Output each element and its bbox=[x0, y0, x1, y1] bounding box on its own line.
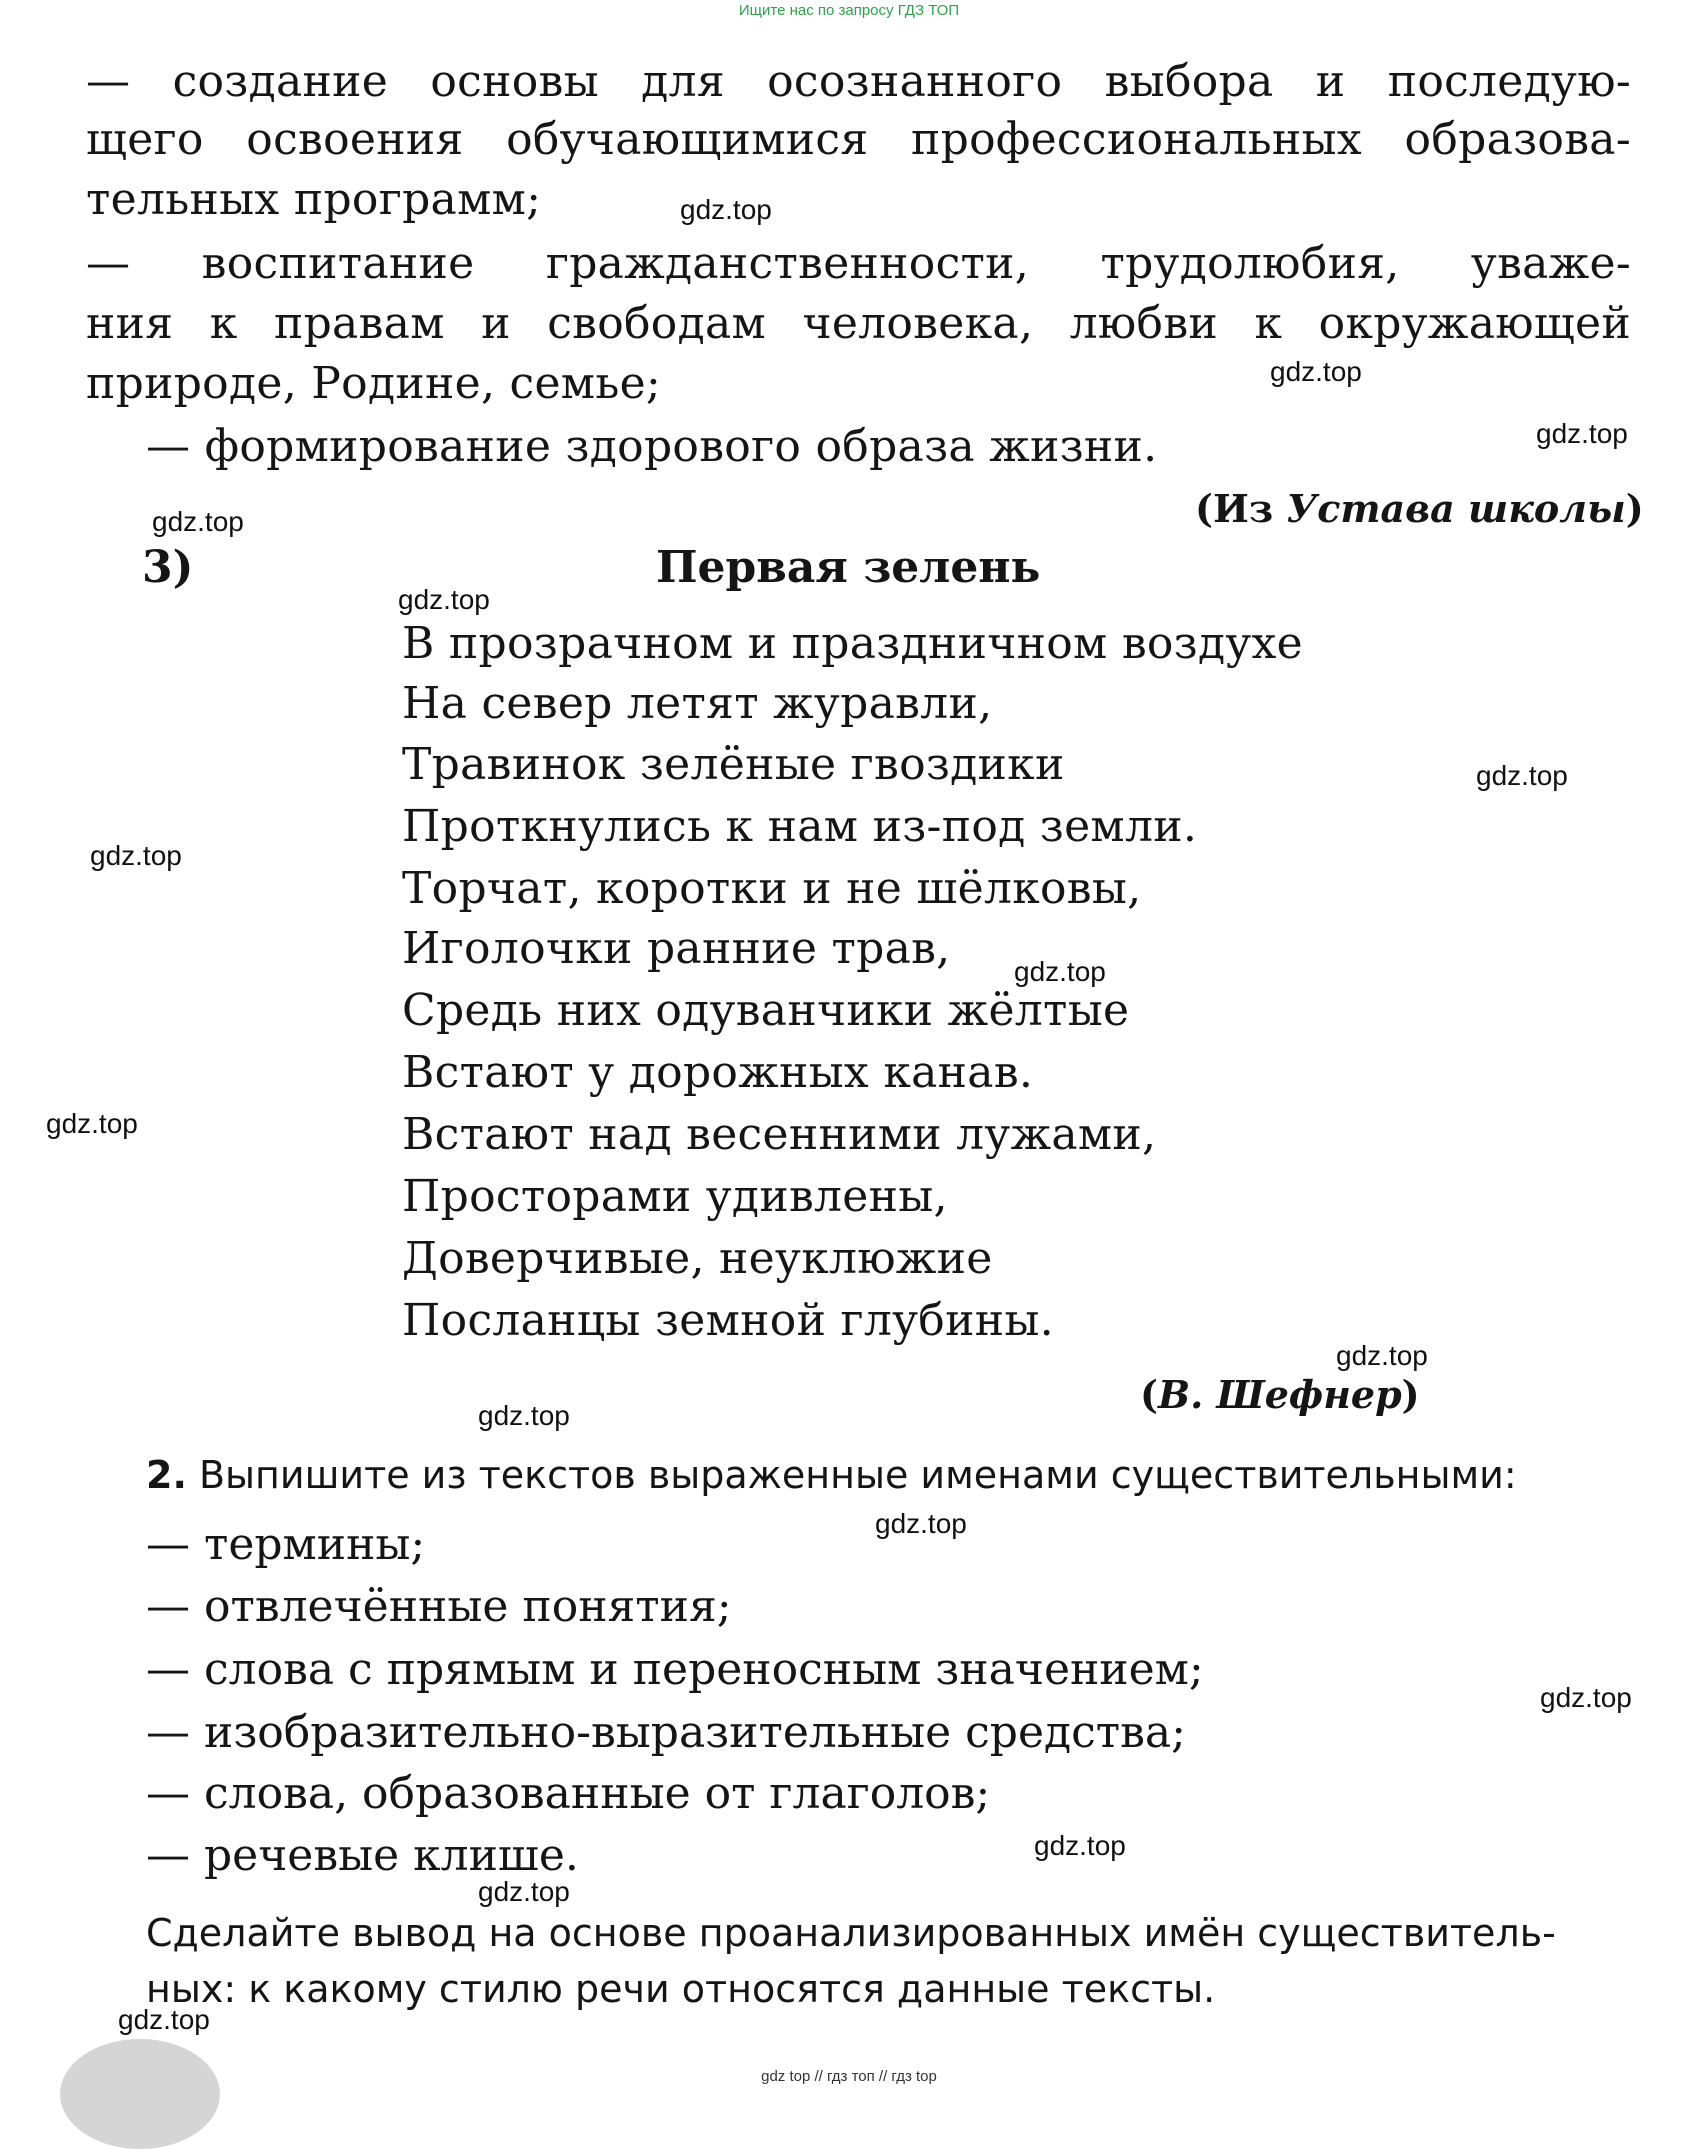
watermark: gdz.top bbox=[1536, 418, 1628, 449]
poem-line-7: Средь них одуванчики жёлтые bbox=[402, 985, 1130, 1036]
paragraph-line-7: — формирование здорового образа жизни. bbox=[146, 421, 1158, 472]
poem-line-2: На север летят журавли, bbox=[402, 678, 993, 729]
conclusion-line-2: ных: к какому стилю речи относятся данные тексты. bbox=[146, 1967, 1216, 2011]
poem-line-4: Проткнулись к нам из-под земли. bbox=[402, 801, 1198, 852]
poem-line-6: Иголочки ранние трав, bbox=[402, 923, 951, 974]
watermark: gdz.top bbox=[1014, 956, 1106, 987]
watermark: gdz.top bbox=[1540, 1682, 1632, 1713]
paragraph-line-2: щего освоения обучающимися профессиональных образова- bbox=[86, 114, 1631, 165]
conclusion-line-1: Сделайте вывод на основе проанализированных имён существитель- bbox=[146, 1911, 1556, 1955]
poem-line-1: В прозрачном и праздничном воздухе bbox=[402, 618, 1304, 669]
watermark: gdz.top bbox=[90, 840, 182, 871]
top-banner: Ищите нас по запросу ГДЗ ТОП bbox=[738, 2, 960, 19]
paragraph-line-6: природе, Родине, семье; bbox=[86, 358, 662, 409]
section-number: 3) bbox=[142, 542, 194, 593]
watermark: gdz.top bbox=[1034, 1830, 1126, 1861]
poem-line-9: Встают над весенними лужами, bbox=[402, 1109, 1157, 1160]
paragraph-line-3: тельных программ; bbox=[86, 174, 542, 225]
task-item-3: — слова с прямым и переносным значением; bbox=[146, 1644, 1204, 1695]
watermark: gdz.top bbox=[118, 2004, 210, 2035]
task-item-5: — слова, образованные от глаголов; bbox=[146, 1768, 991, 1819]
task-item-6: — речевые клише. bbox=[146, 1830, 579, 1881]
paragraph-line-1: — создание основы для осознанного выбора и последую- bbox=[86, 56, 1631, 107]
watermark: gdz.top bbox=[1476, 760, 1568, 791]
watermark: gdz.top bbox=[478, 1400, 570, 1431]
task-item-2: — отвлечённые понятия; bbox=[146, 1581, 732, 1632]
watermark: gdz.top bbox=[398, 584, 490, 615]
watermark: gdz.top bbox=[1336, 1340, 1428, 1371]
watermark: gdz.top bbox=[478, 1876, 570, 1907]
poem-line-11: Доверчивые, неуклюжие bbox=[402, 1233, 993, 1284]
poem-line-3: Травинок зелёные гвоздики bbox=[402, 739, 1065, 790]
poem-line-12: Посланцы земной глубины. bbox=[402, 1295, 1054, 1346]
poem-line-8: Встают у дорожных канав. bbox=[402, 1047, 1034, 1098]
poem-line-10: Просторами удивлены, bbox=[402, 1171, 948, 1222]
watermark: gdz.top bbox=[680, 194, 772, 225]
task-item-4: — изобразительно-выразительные средства; bbox=[146, 1707, 1186, 1758]
watermark: gdz.top bbox=[1270, 356, 1362, 387]
watermark: gdz.top bbox=[875, 1508, 967, 1539]
watermark: gdz.top bbox=[152, 506, 244, 537]
paragraph-line-4: — воспитание гражданственности, трудолюбия, уваже- bbox=[86, 238, 1631, 289]
bottom-banner: gdz top // гдз топ // гдз top bbox=[761, 2068, 937, 2085]
task-heading: 2. Выпишите из текстов выраженные именами существительными: bbox=[146, 1453, 1517, 1497]
source-citation-2: (В. Шефнер) bbox=[1140, 1372, 1420, 1417]
poem-title: Первая зелень bbox=[656, 542, 1041, 593]
paragraph-line-5: ния к правам и свободам человека, любви к окружающей bbox=[86, 298, 1631, 349]
page-corner-shadow bbox=[60, 2039, 220, 2149]
poem-line-5: Торчат, коротки и не шёлковы, bbox=[402, 863, 1142, 914]
task-item-1: — термины; bbox=[146, 1519, 426, 1570]
watermark: gdz.top bbox=[46, 1108, 138, 1139]
source-citation-1: (Из Устава школы) bbox=[1195, 486, 1644, 531]
